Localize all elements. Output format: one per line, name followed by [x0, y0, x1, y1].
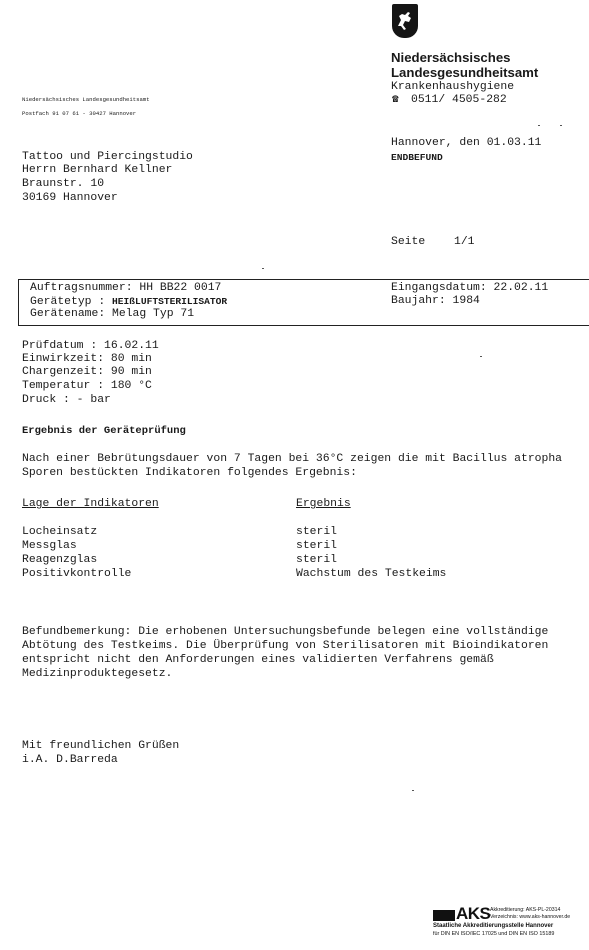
table-header-location: Lage der Indikatoren	[22, 498, 159, 510]
param-pressure: Druck : - bar	[22, 394, 111, 406]
info-box-bottom-border	[18, 325, 589, 326]
signature: i.A. D.Barreda	[22, 754, 118, 766]
accreditation-number: Akkreditierung: AKS-PL-20314	[490, 907, 561, 913]
accreditation-body-line1: Staatliche Akkreditierungsstelle Hannover	[433, 923, 554, 929]
table-row-location: Positivkontrolle	[22, 568, 132, 580]
device-type	[30, 295, 227, 309]
report-type: ENDBEFUND	[391, 152, 443, 163]
receipt-date: Eingangsdatum: 22.02.11	[391, 282, 549, 294]
param-temperature: Temperatur : 180 °C	[22, 380, 152, 392]
phone-number: 0511/ 4505-282	[411, 94, 507, 106]
table-row-location: Messglas	[22, 540, 77, 552]
closing-greeting: Mit freundlichen Grüßen	[22, 740, 180, 752]
device-type-value: HEIßLUFTSTERILISATOR	[112, 296, 228, 307]
intro-line1: Nach einer Bebrütungsdauer von 7 Tagen bei 36°C zeigen die mit Bacillus atropha	[22, 453, 563, 465]
scan-speck	[262, 268, 264, 269]
info-box-left-border	[18, 279, 19, 325]
table-row-result: Wachstum des Testkeims	[296, 568, 447, 580]
recipient-line4: 30169 Hannover	[22, 192, 118, 204]
return-address-line1: Niedersächsisches Landesgesundheitsamt	[22, 96, 150, 103]
telephone-icon: ☎	[392, 94, 399, 106]
remark-line4: Medizinproduktegesetz.	[22, 668, 173, 680]
intro-line2: Sporen bestückten Indikatoren folgendes Ergebnis:	[22, 467, 357, 479]
aks-logo-text: AKS	[456, 904, 491, 923]
department-name: Krankenhaushygiene	[391, 81, 515, 93]
recipient-line1: Tattoo und Piercingstudio	[22, 151, 193, 163]
param-exposure-time: Einwirkzeit: 80 min	[22, 353, 152, 365]
scan-speck	[480, 356, 482, 357]
table-row-result: steril	[296, 540, 338, 552]
horse-emblem-logo	[392, 4, 418, 38]
year-of-manufacture: Baujahr: 1984	[391, 295, 480, 307]
device-name: Gerätename: Melag Typ 71	[30, 308, 195, 320]
page-number: 1/1	[454, 236, 475, 248]
scan-speck	[560, 125, 562, 126]
result-heading: Ergebnis der Geräteprüfung	[22, 425, 186, 437]
accreditation-body-line2: für DIN EN ISO/IEC 17025 und DIN EN ISO 15189	[433, 931, 555, 937]
page-label: Seite	[391, 236, 426, 248]
param-test-date: Prüfdatum : 16.02.11	[22, 340, 159, 352]
remark-line1: Befundbemerkung: Die erhobenen Untersuchungsbefunde belegen eine vollständige	[22, 626, 549, 638]
recipient-line2: Herrn Bernhard Kellner	[22, 164, 173, 176]
date-line: Hannover, den 01.03.11	[391, 137, 542, 149]
table-row-location: Reagenzglas	[22, 554, 98, 566]
param-batch-time: Chargenzeit: 90 min	[22, 366, 152, 378]
organization-name-line2: Landesgesundheitsamt	[391, 65, 539, 80]
scan-speck	[538, 125, 540, 126]
table-row-location: Locheinsatz	[22, 526, 98, 538]
remark-line2: Abtötung des Testkeims. Die Überprüfung von Sterilisatoren mit Bioindikatoren	[22, 640, 549, 652]
table-header-result: Ergebnis	[296, 498, 351, 510]
info-box-top-border	[18, 279, 589, 280]
table-row-result: steril	[296, 526, 338, 538]
scan-speck	[412, 790, 414, 791]
remark-line3: entspricht nicht den Anforderungen eines validierten Verfahrens gemäß	[22, 654, 494, 666]
device-type-label: Gerätetyp :	[30, 296, 113, 308]
table-row-result: steril	[296, 554, 338, 566]
organization-name-line1: Niedersächsisches	[391, 50, 511, 65]
aks-logo-mark	[433, 910, 455, 921]
return-address-line2: Postfach 91 07 61 - 30427 Hannover	[22, 110, 137, 117]
accreditation-directory: Verzeichnis: www.aks-hannover.de	[490, 914, 571, 920]
recipient-line3: Braunstr. 10	[22, 178, 105, 190]
order-number: Auftragsnummer: HH BB22 0017	[30, 282, 222, 294]
